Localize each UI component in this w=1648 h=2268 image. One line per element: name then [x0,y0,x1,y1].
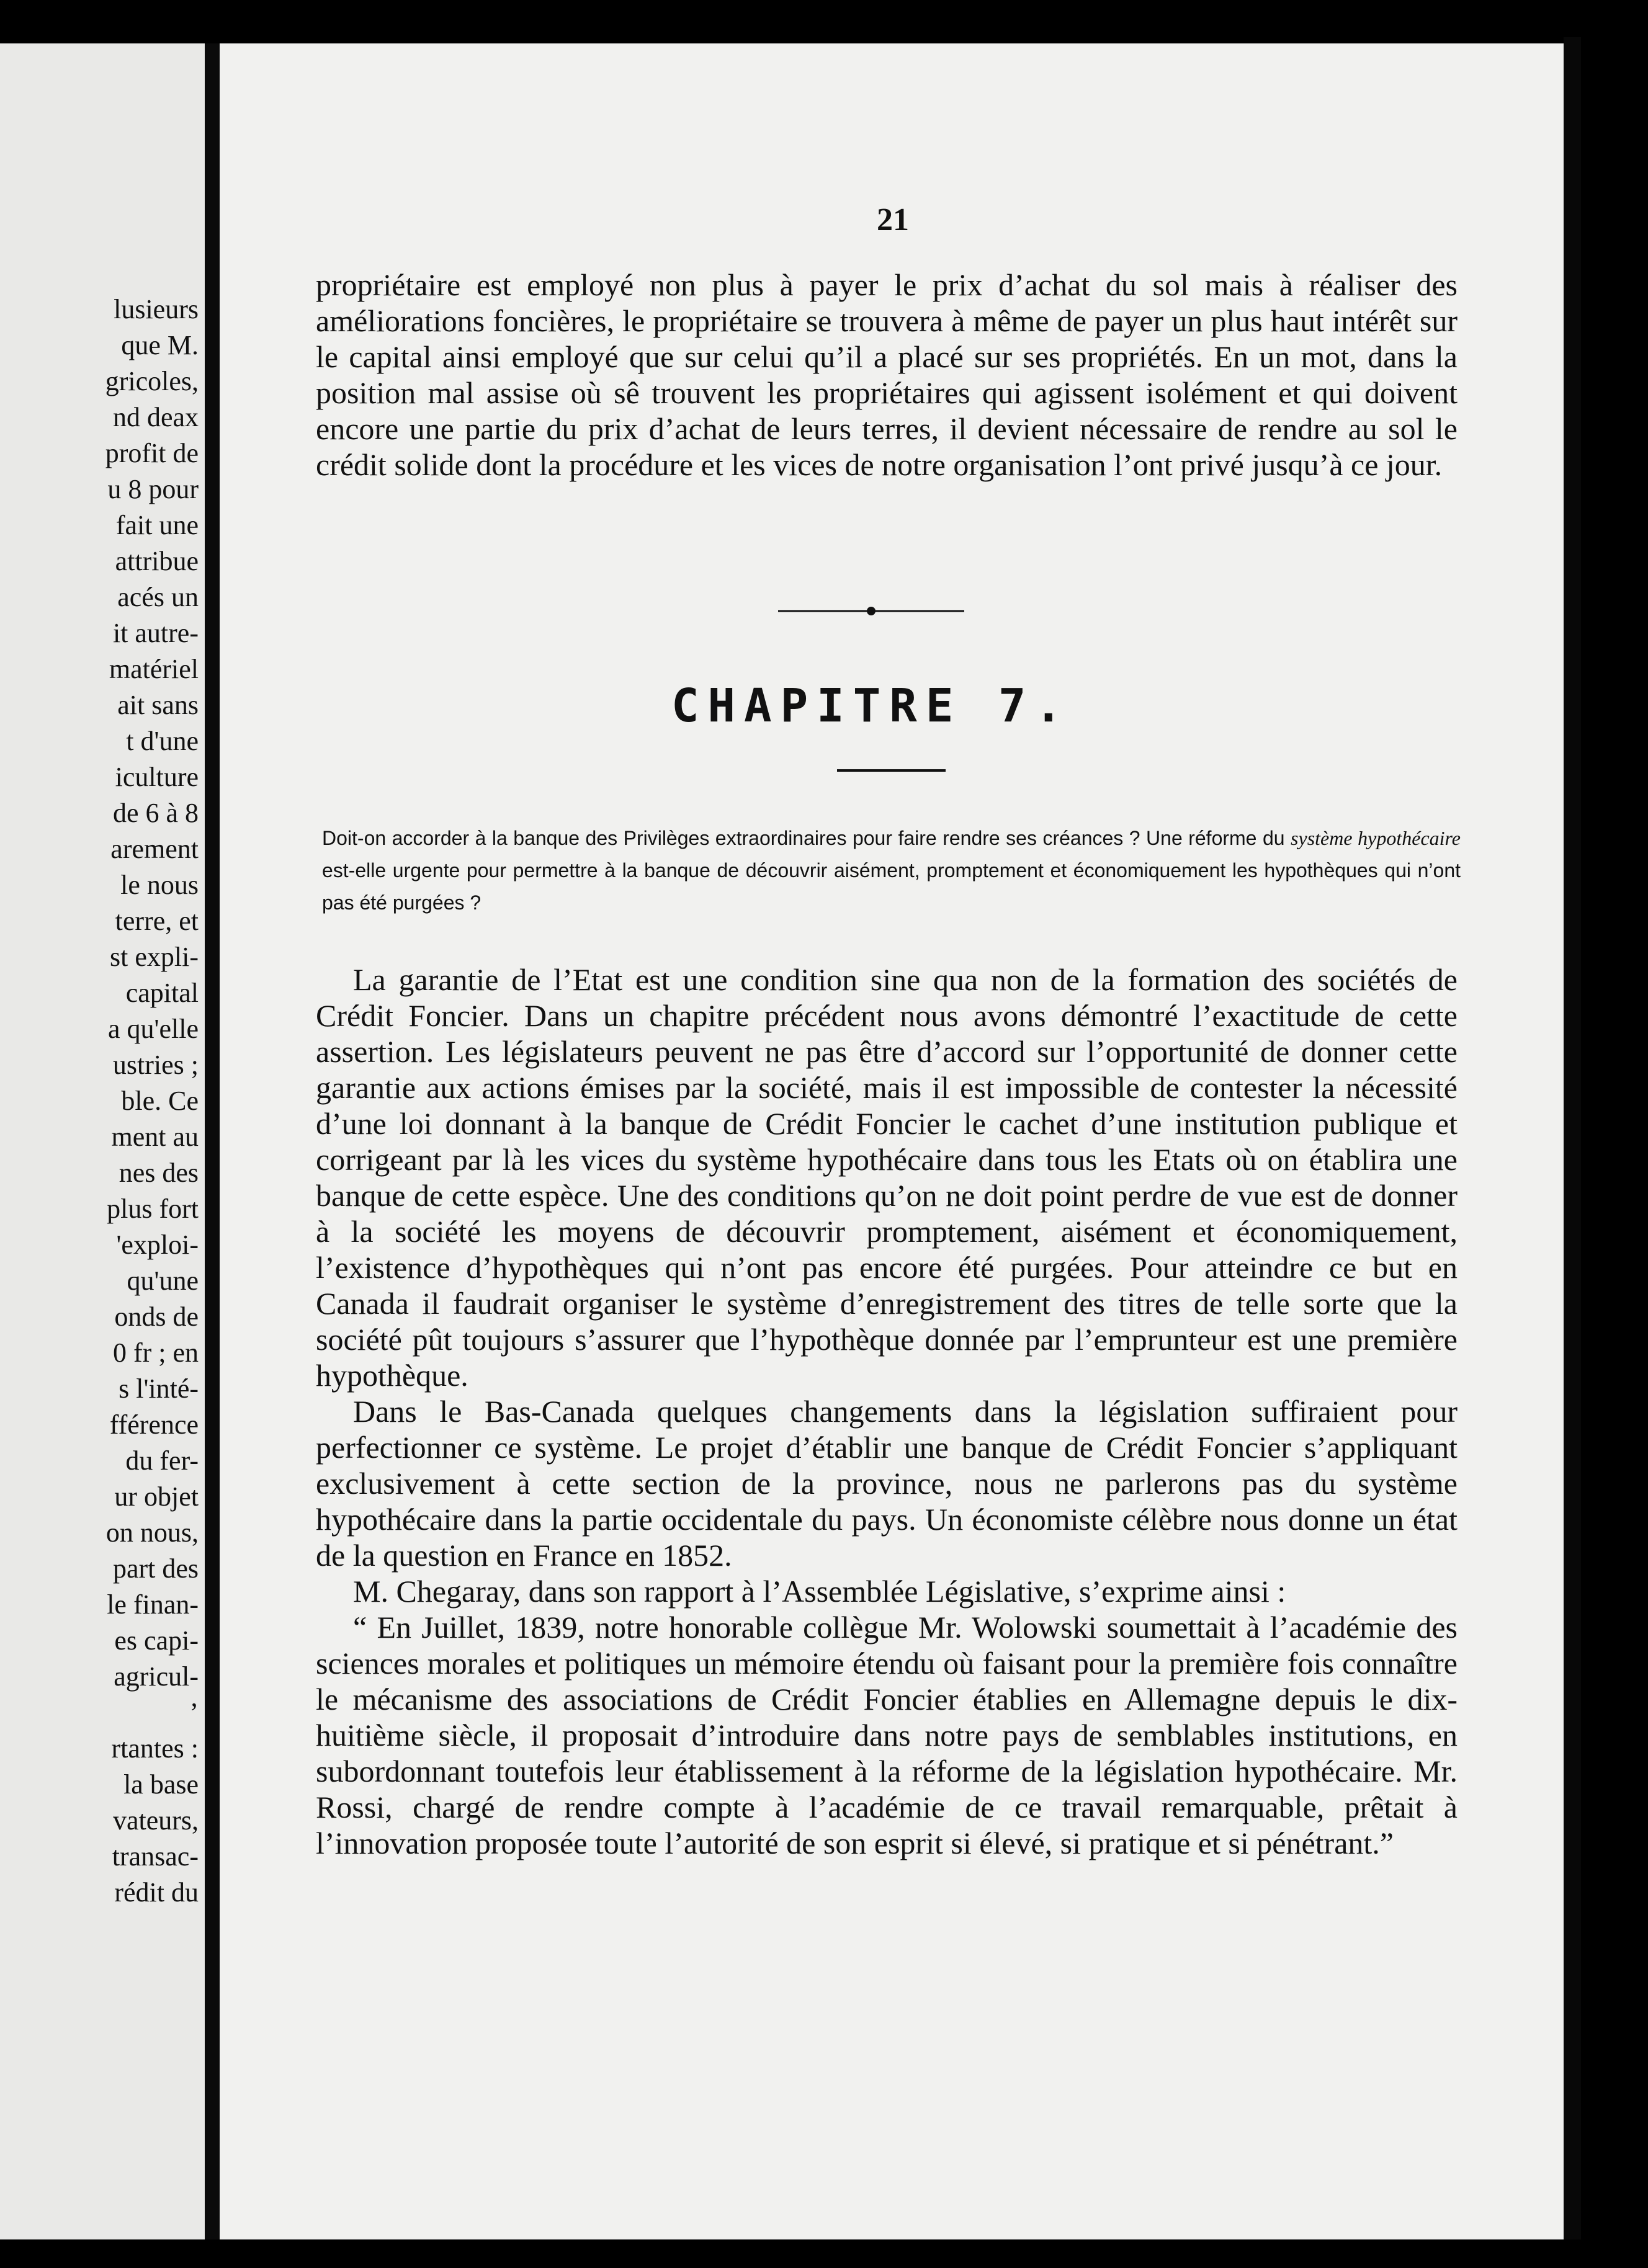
summary-part-2: est-elle urgente pour permettre à la banque de découvrir aisément, promptement et économiquement les hypothèques qui n’ont pas été purgées ? [322,859,1461,914]
facing-page-fragment [0,43,205,2239]
facing-page-line: t d'une [126,726,199,756]
chapter-body [316,962,1458,1861]
facing-page-line: de 6 à 8 [112,798,199,828]
facing-page-line: s l'inté- [119,1373,199,1404]
facing-page-line: ait sans [117,690,199,720]
facing-page-line: ment au [111,1122,199,1152]
facing-page-line: du fer- [125,1445,199,1476]
facing-page-line: capital [125,978,199,1008]
body-paragraph: “ En Juillet, 1839, notre honorable collègue Mr. Wolowski soumettait à l’académie des sciences morales et politiques un mémoire étendu où faisant pour la première fois connaître le mécanisme des associations de Crédit Foncier établies en Allemagne depuis le dix-huitième siècle, il proposait d’introduire dans notre pays de semblables institutions, en subordonnant toutefois leur établissement à la réforme de la législation hypothécaire. Mr. Rossi, chargé de rendre compte à l’académie de ce travail remarquable, prêtait à l’innovation proposée toute l’autorité de son esprit si élevé, si pratique et si pénétrant.” [316,1610,1458,1860]
facing-page-line: la base [123,1769,199,1800]
scan-border [0,2239,1648,2268]
facing-page-line: u 8 pour [107,474,199,504]
intro-paragraph-block [316,267,1458,483]
facing-page-line: ble. Ce [121,1086,199,1116]
chapter-summary [322,822,1461,919]
page-edge [1564,37,1581,2246]
facing-page-line: it autre- [112,618,199,648]
summary-italic: système hypothécaire [1291,827,1461,849]
book-page [220,43,1576,2239]
facing-page-line: iculture [115,762,199,792]
facing-page-line: on nous, [105,1517,199,1548]
facing-page-line: nd deax [112,402,199,432]
facing-page-line: gricoles, [105,366,199,396]
facing-page-line: lusieurs [114,294,199,324]
facing-page-line: terre, et [115,906,199,936]
facing-page-line: part des [112,1553,199,1584]
facing-page-line: arement [110,834,199,864]
facing-page-line: vateurs, [112,1805,199,1836]
facing-page-line: es capi- [114,1625,199,1656]
facing-page-line: ’ [189,1697,199,1728]
facing-page-line: transac- [112,1841,199,1872]
intro-paragraph: propriétaire est employé non plus à payer le prix d’achat du sol mais à réaliser des améliorations foncières, le propriétaire se trouvera à même de payer un plus haut intérêt sur le capital ainsi employé que sur celui qu’il a placé sur ses propriétés. En un mot, dans la position mal assise où sê trouvent les propriétaires qui agissent isolément et qui doivent encore une partie du prix d’achat de leurs terres, il devient nécessaire de rendre au sol le crédit solide dont la procédure et les vices de notre organisation l’ont privé jusqu’à ce jour. [316,267,1458,482]
chapter-rule [837,769,946,772]
facing-page-line: qu'une [127,1266,199,1296]
facing-page-line: 0 fr ; en [112,1337,199,1368]
facing-page-line: nes des [119,1158,199,1188]
facing-page-line: acés un [117,582,199,612]
facing-page-line: que M. [121,330,199,360]
body-paragraph: M. Chegaray, dans son rapport à l’Assemblée Législative, s’exprime ainsi : [353,1574,1286,1609]
facing-page-line: ustries ; [112,1050,199,1080]
facing-page-line: agricul- [114,1661,199,1692]
facing-page-line: a qu'elle [108,1014,199,1044]
facing-page-line: fait une [115,510,199,540]
facing-page-line: onds de [114,1301,199,1332]
facing-page-line: st expli- [110,942,199,972]
body-paragraph: La garantie de l’Etat est une condition sine qua non de la formation des sociétés de Crédit Foncier. Dans un chapitre précédent nous avons démontré l’exactitude de cette assertion. Les législateurs peuvent ne pas être d’accord sur l’opportunité de donner cette garantie aux actions émises par la société, mais il est impossible de contester la nécessité d’une loi donnant à la banque de Crédit Foncier le cachet d’une institution publique et corrigeant par là les vices du système hypothécaire dans tous les Etats où on établira une banque de cette espèce. Une des conditions qu’on ne doit point perdre de vue est de donner à la société les moyens de découvrir promptement, aisément et économiquement, l’existence d’hypothèques qui n’ont pas encore été purgées. Pour atteindre ce but en Canada il faudrait organiser le système d’enregistrement des titres de telle sorte que la société pût toujours s’assurer que l’hypothèque donnée par l’emprunteur est une première hypothèque. [316,962,1458,1393]
section-ornament [778,602,964,620]
facing-page-line: rédit du [114,1877,199,1908]
facing-page-line: fférence [109,1409,199,1440]
facing-page-line: 'exploi- [116,1230,199,1260]
facing-page-line: ur objet [114,1481,199,1512]
summary-part-1: Doit-on accorder à la banque des Privilèges extraordinaires pour faire rendre ses créances ? Une réforme du [322,827,1285,849]
chapter-title: CHAPITRE 7. [671,679,1072,733]
facing-page-line: profit de [105,438,199,468]
facing-page-line: le nous [120,870,199,900]
page-number: 21 [877,202,909,238]
body-paragraph: Dans le Bas-Canada quelques changements dans la législation suffiraient pour perfectionner ce système. Le projet d’établir une banque de Crédit Foncier s’appliquant exclusivement à cette section de la province, nous ne parlerons pas du système hypothécaire dans la partie occidentale du pays. Un économiste célèbre nous donne un état de la question en France en 1852. [316,1394,1458,1573]
facing-page-line: matériel [109,654,199,684]
facing-page-line: plus fort [107,1194,199,1224]
facing-page-line: attribue [115,546,199,576]
book-gutter [205,43,220,2239]
facing-page-line: le finan- [107,1589,199,1620]
facing-page-line: rtantes : [111,1733,199,1764]
